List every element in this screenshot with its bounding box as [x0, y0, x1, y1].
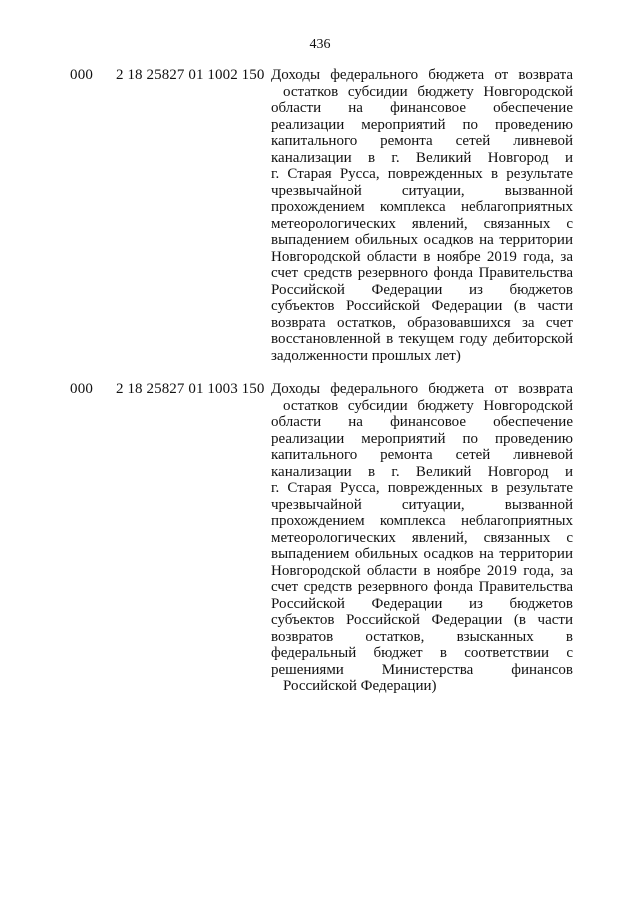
description-line: канализации в г. Великий Новгород и: [271, 149, 573, 166]
description-line: реализации мероприятий по проведению: [271, 116, 573, 133]
description-line: выпадением обильных осадков на территории: [271, 232, 573, 248]
budget-classification-code: 2 18 25827 01 1002 150: [116, 67, 265, 83]
budget-classification-code: 2 18 25827 01 1003 150: [116, 381, 265, 397]
description-line: возврата остатков, образовавшихся за счет: [271, 314, 573, 331]
description-line: Российской Федерации): [283, 678, 437, 694]
description-line: субъектов Российской Федерации (в части: [271, 298, 573, 314]
description-line: капитального ремонта сетей ливневой: [271, 447, 573, 463]
description-line: Российской Федерации из бюджетов: [271, 595, 573, 612]
description-line: остатков субсидии бюджету Новгородской: [283, 397, 573, 414]
description-line: задолженности прошлых лет): [271, 347, 461, 364]
description-line: метеорологических явлений, связанных с: [271, 215, 573, 232]
description-line: счет средств резервного фонда Правительства: [271, 579, 573, 595]
entry-description: [271, 67, 573, 364]
description-line: выпадением обильных осадков на территории: [271, 546, 573, 562]
description-line: федеральный бюджет в соответствии с: [271, 645, 573, 661]
description-line: г. Старая Русса, поврежденных в результате: [271, 166, 573, 182]
description-line: счет средств резервного фонда Правительства: [271, 265, 573, 281]
description-line: восстановленной в текущем году дебиторской: [271, 331, 573, 347]
description-line: метеорологических явлений, связанных с: [271, 529, 573, 546]
description-line: реализации мероприятий по проведению: [271, 430, 573, 447]
description-line: решениями Министерства финансов: [271, 661, 573, 678]
description-line: остатков субсидии бюджету Новгородской: [283, 83, 573, 100]
description-line: Новгородской области в ноябре 2019 года, за: [271, 562, 573, 579]
description-line: Российской Федерации из бюджетов: [271, 281, 573, 298]
description-line: области на финансовое обеспечение: [271, 100, 573, 116]
description-line: г. Старая Русса, поврежденных в результате: [271, 480, 573, 496]
entry-description: [271, 381, 573, 695]
description-line: Доходы федерального бюджета от возврата: [271, 67, 573, 83]
description-line: области на финансовое обеспечение: [271, 414, 573, 430]
description-line: чрезвычайной ситуации, вызванной: [271, 496, 573, 513]
admin-code: 000: [70, 381, 94, 397]
description-line: возвратов остатков, взысканных в: [271, 628, 573, 645]
description-line: капитального ремонта сетей ливневой: [271, 133, 573, 149]
description-line: Доходы федерального бюджета от возврата: [271, 381, 573, 397]
page-number: 436: [309, 37, 331, 52]
description-line: канализации в г. Великий Новгород и: [271, 463, 573, 480]
description-line: Новгородской области в ноябре 2019 года, за: [271, 248, 573, 265]
description-line: прохождением комплекса неблагоприятных: [271, 513, 573, 529]
admin-code: 000: [70, 67, 94, 83]
description-line: чрезвычайной ситуации, вызванной: [271, 182, 573, 199]
description-line: прохождением комплекса неблагоприятных: [271, 199, 573, 215]
description-line: субъектов Российской Федерации (в части: [271, 612, 573, 628]
